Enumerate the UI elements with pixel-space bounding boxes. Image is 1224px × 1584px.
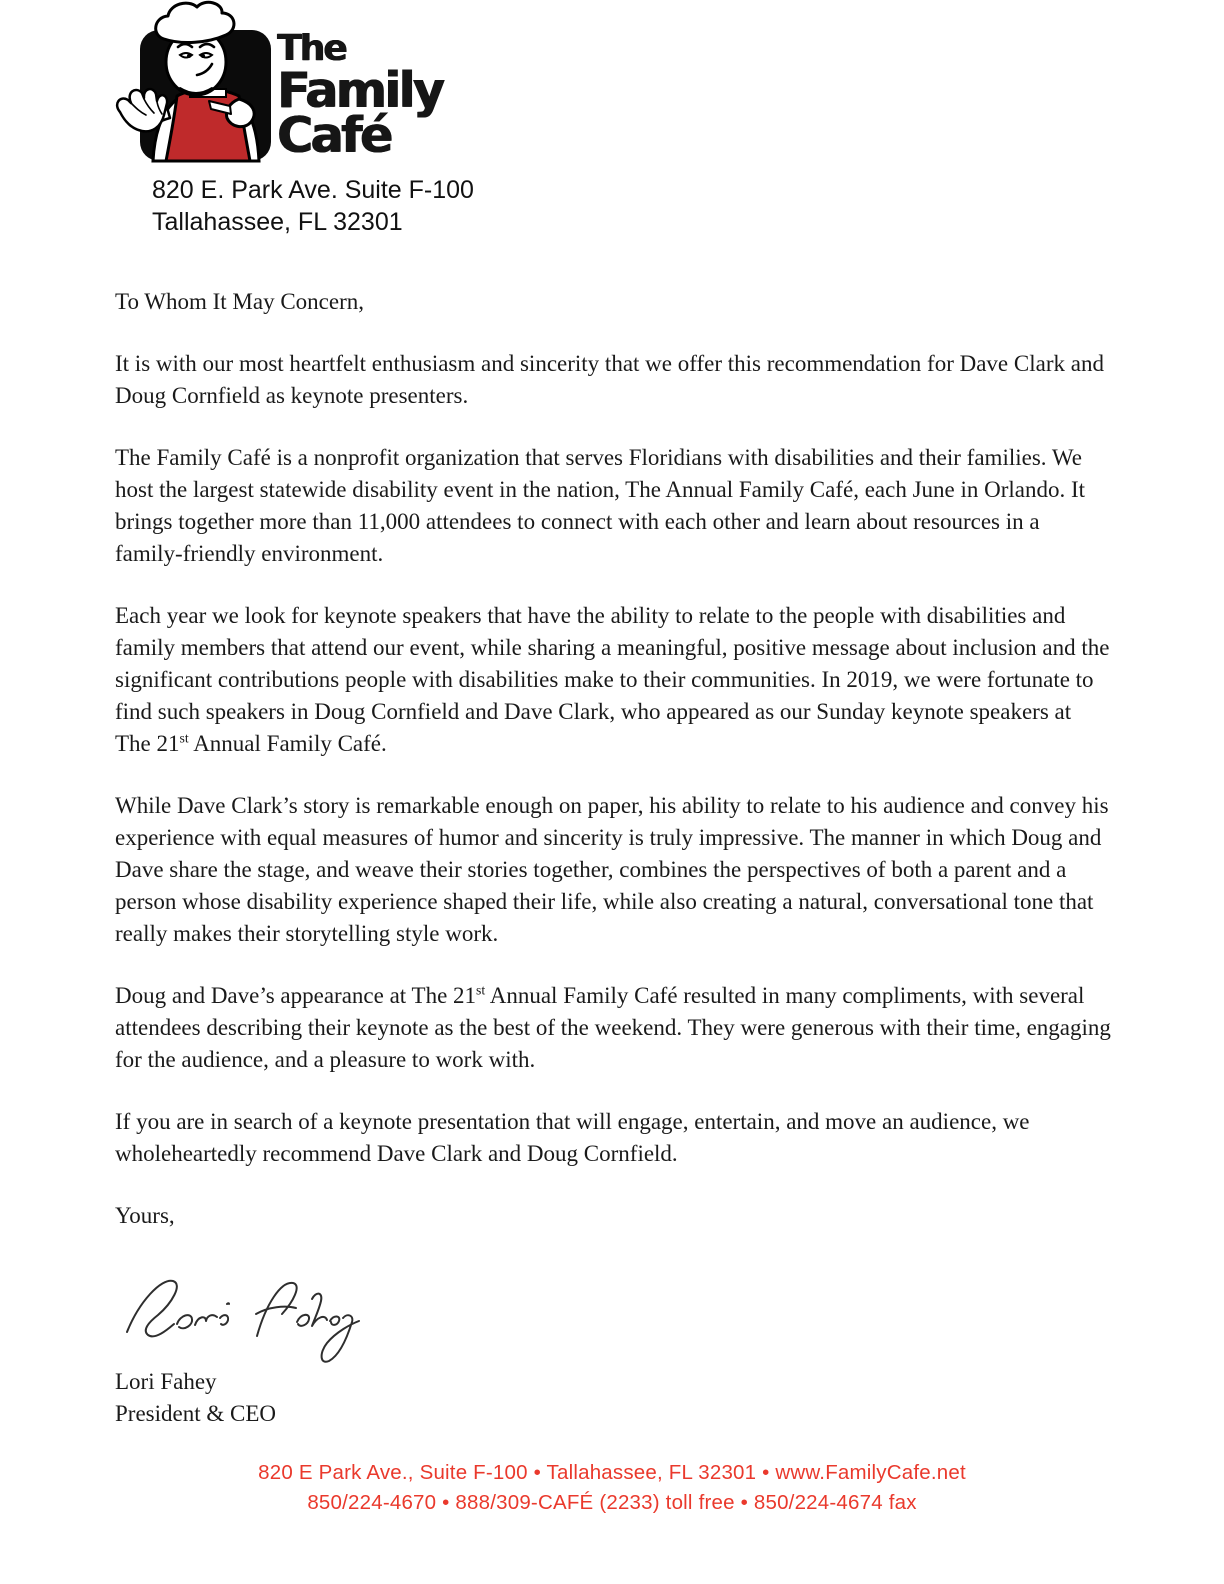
valediction: Yours, (115, 1203, 175, 1228)
salutation: To Whom It May Concern, (115, 289, 365, 314)
letter-body (115, 286, 1112, 1430)
paragraph-compliments (115, 980, 1112, 1076)
ordinal-superscript: st (179, 730, 189, 746)
brand-line-the: The (277, 28, 346, 69)
brand-line-family: Family (277, 62, 443, 119)
footer-address-line: 820 E Park Ave., Suite F-100 • Tallahassee, FL 32301 • www.FamilyCafe.net (258, 1461, 966, 1484)
paragraph-speakers-text: Each year we look for keynote speakers that have the ability to relate to the people with disabilities and family members that attend our event, while sharing a meaningful, positive message about inclusion and the significant contributions people with disabilities make to their communities. In 2019, we were fortunate to find such speakers in Doug Cornfield and Dave Clark, who appeared as our Sunday keynote speakers at The 21 (115, 603, 1110, 756)
letterhead-address (152, 174, 474, 238)
signer-title: President & CEO (115, 1401, 276, 1426)
signature-ink-icon (115, 1258, 365, 1364)
letterhead-address-line1: 820 E. Park Ave. Suite F-100 (152, 176, 474, 204)
signer-name: Lori Fahey (115, 1369, 217, 1394)
paragraph-dave-story: While Dave Clark’s story is remarkable enough on paper, his ability to relate to his audience and convey his experience with equal measures of humor and sincerity is truly impressive. The manner in which Doug and Dave share the stage, and weave their stories together, combines the perspectives of both a parent and a person whose disability experience shaped their life, while also creating a natural, conversational tone that really makes their storytelling style work. (115, 793, 1109, 946)
footer-phone-line: 850/224-4670 • 888/309-CAFÉ (2233) toll free • 850/224-4674 fax (307, 1491, 917, 1514)
chef-logo-icon (100, 0, 306, 182)
paragraph-speakers (115, 600, 1112, 760)
brand-wordmark (277, 28, 443, 164)
paragraph-compliments-text: Doug and Dave’s appearance at The 21 (115, 983, 477, 1008)
family-cafe-chef-logo (100, 0, 306, 182)
brand-line-cafe: Café (277, 107, 391, 164)
paragraph-intro: It is with our most heartfelt enthusiasm and sincerity that we offer this recommendation for Dave Clark and Doug Cornfield as keynote presenters. (115, 351, 1104, 408)
paragraph-speakers-text-end: Annual Family Café. (188, 731, 387, 756)
paragraph-about-org: The Family Café is a nonprofit organization that serves Floridians with disabilities and their families. We host the largest statewide disability event in the nation, The Annual Family Café, each June in Orlando. It brings together more than 11,000 attendees to connect with each other and learn about resources in a family-friendly environment. (115, 445, 1086, 566)
paragraph-closing: If you are in search of a keynote presentation that will engage, entertain, and move an audience, we wholeheartedly recommend Dave Clark and Doug Cornfield. (115, 1109, 1030, 1166)
handwritten-signature (115, 1258, 1112, 1366)
ordinal-superscript: st (476, 982, 486, 998)
letterhead-address-line2: Tallahassee, FL 32301 (152, 208, 403, 236)
paragraph-compliments-text-end: Annual Family Café resulted in many compliments, with several attendees describing their keynote as the best of the weekend. They were generous with their time, engaging for the audience, and a pleasure to work with. (115, 983, 1111, 1072)
footer-contact-block (0, 1458, 1224, 1518)
